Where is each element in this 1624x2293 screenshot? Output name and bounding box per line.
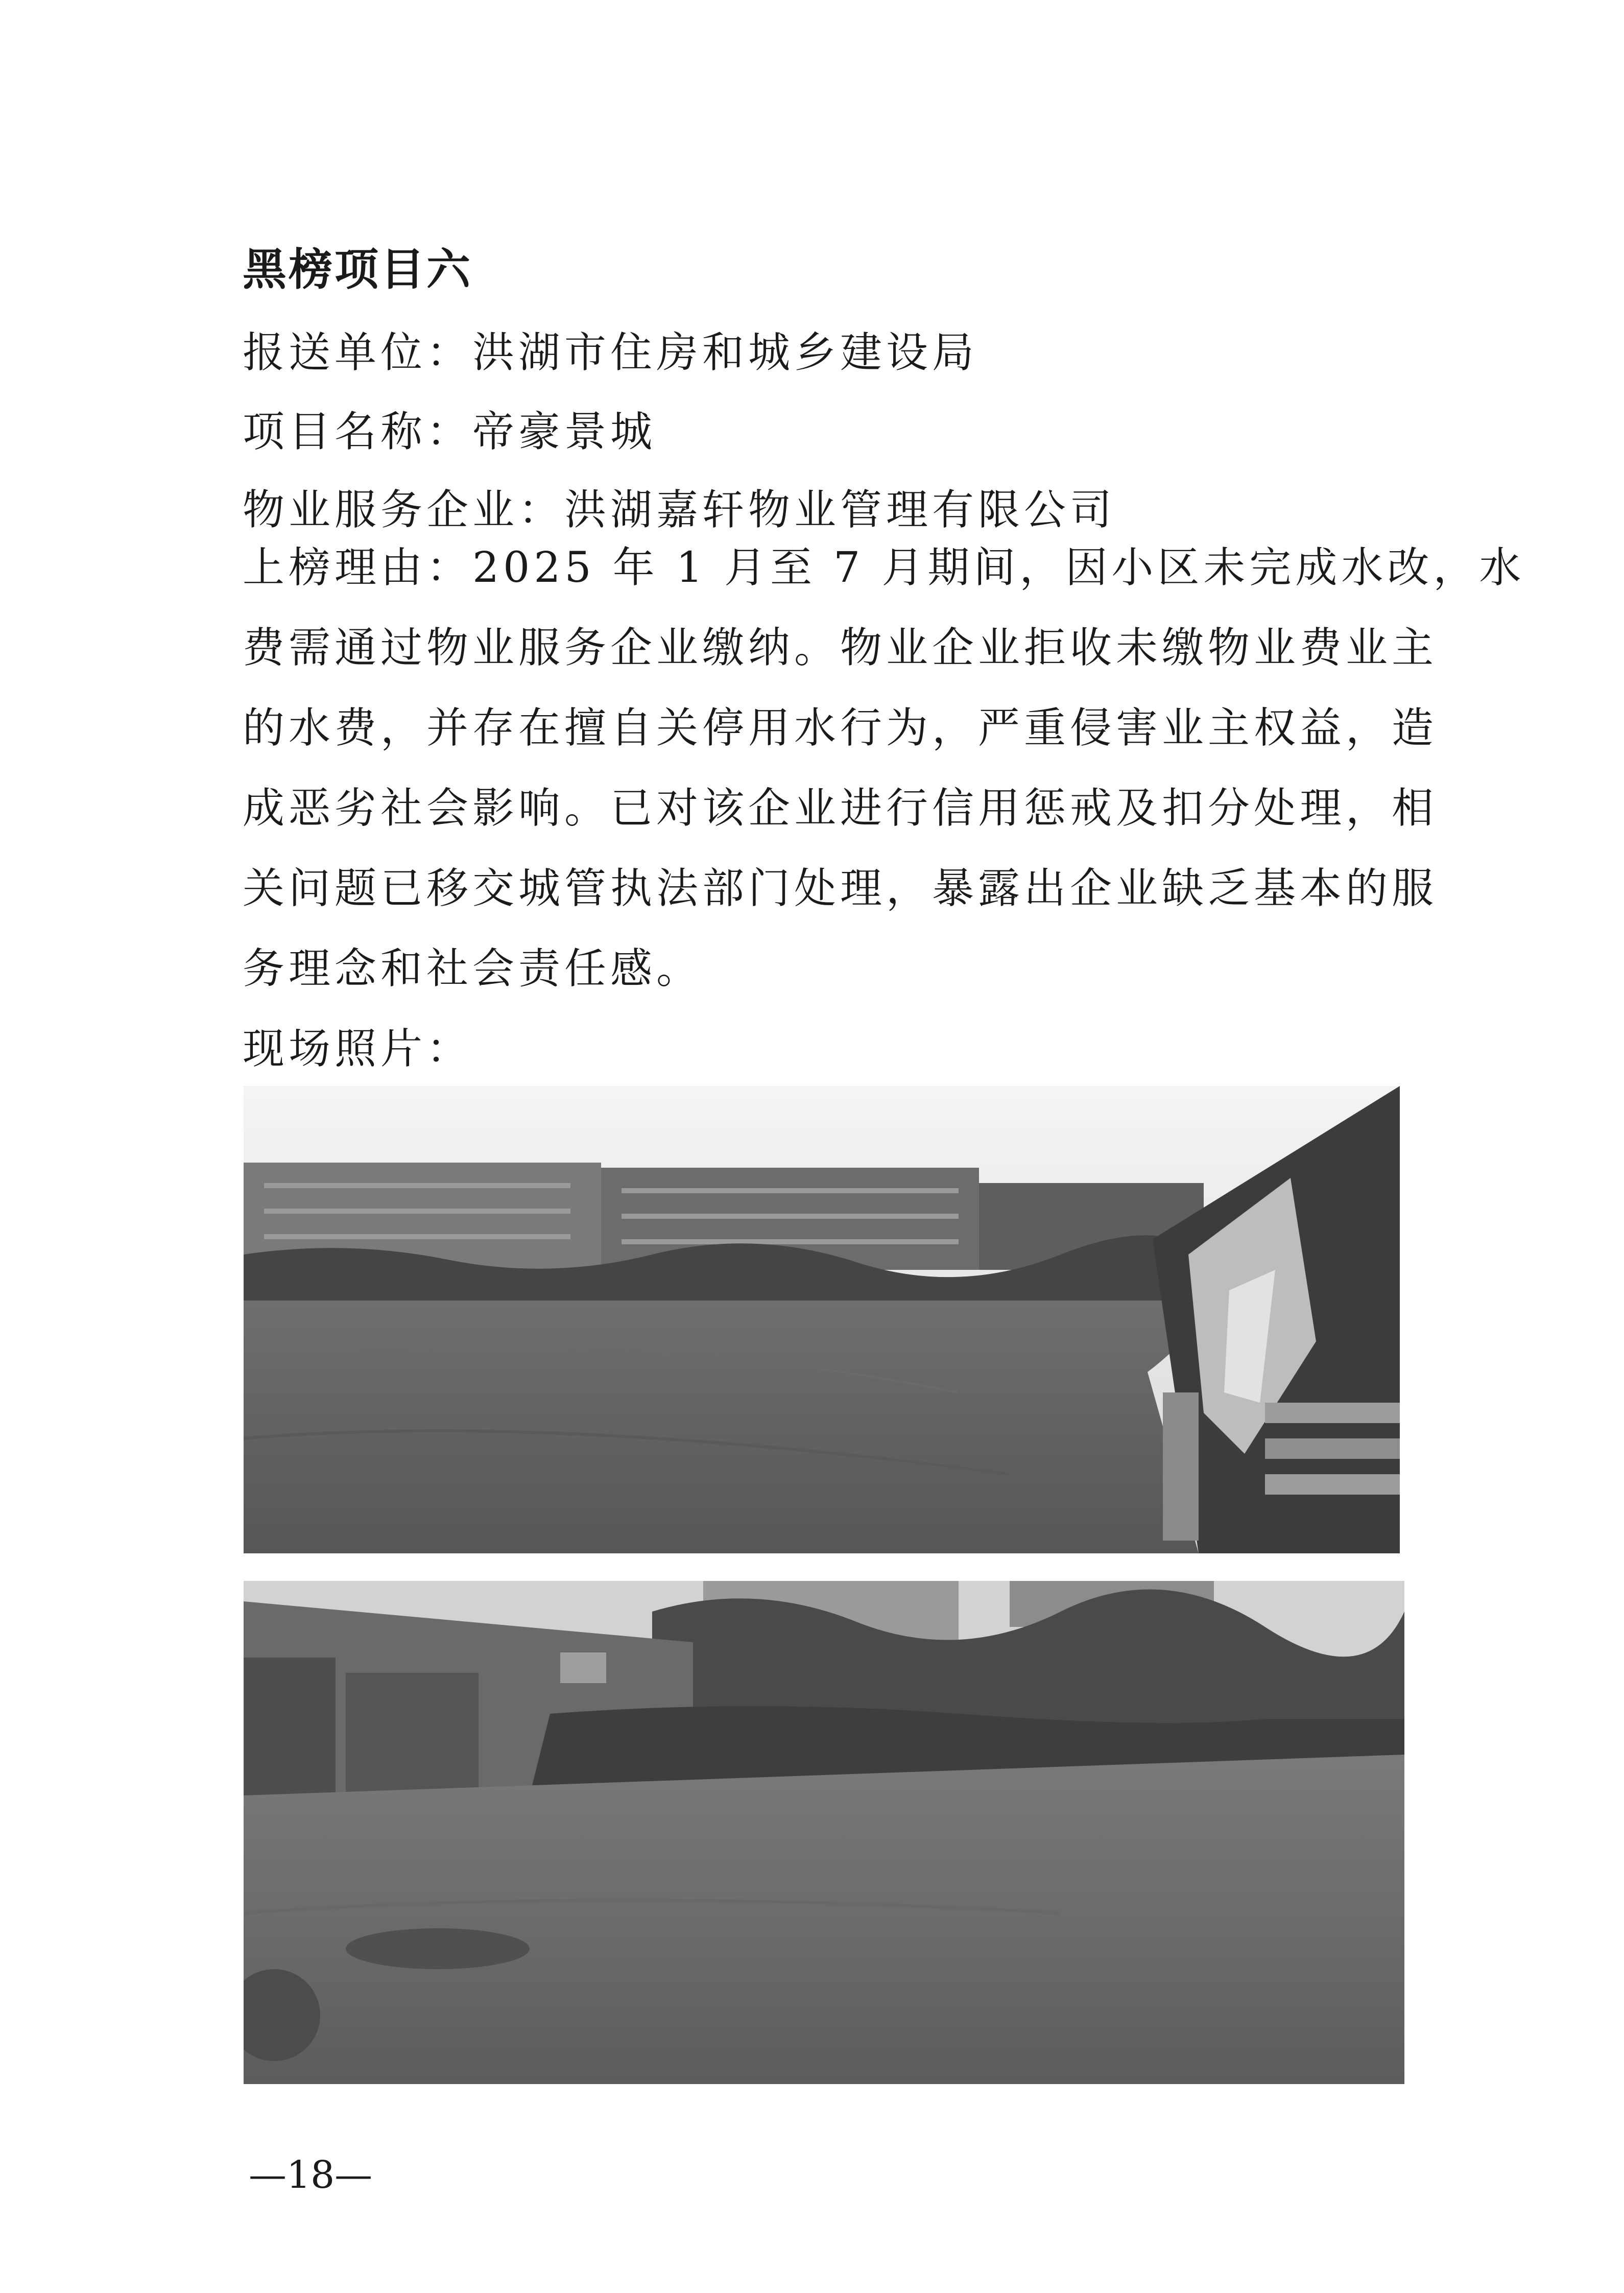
- page-number: —18—: [249, 2153, 373, 2197]
- field-label: 物业服务企业：: [243, 486, 565, 534]
- listing-reason: [243, 542, 1525, 1024]
- reason-line: 关问题已移交城管执法部门处理，暴露出企业缺乏基本的服: [243, 864, 1438, 913]
- reason-line: 上榜理由：2025 年 1 月至 7 月期间，因小区未完成水改，水: [243, 543, 1525, 592]
- reason-line: 务理念和社会责任感。: [243, 944, 703, 993]
- reason-line: 费需通过物业服务企业缴纳。物业企业拒收未缴物业费业主: [243, 624, 1438, 672]
- field-property-company: [243, 477, 1116, 536]
- field-value: 洪湖嘉轩物业管理有限公司: [564, 486, 1116, 534]
- site-photo-2: [244, 1581, 1404, 2084]
- field-project-name: [243, 398, 656, 458]
- site-photo-1: [244, 1086, 1400, 1553]
- site-photo-2-image: [244, 1581, 1404, 2084]
- field-label: 项目名称：: [243, 408, 473, 456]
- field-value: 洪湖市住房和城乡建设局: [472, 328, 978, 377]
- field-reporting-unit: [243, 319, 978, 379]
- field-value: 帝豪景城: [472, 408, 657, 456]
- reason-line: 的水费，并存在擅自关停用水行为，严重侵害业主权益，造: [243, 704, 1438, 752]
- photos-label: 现场照片：: [243, 1025, 473, 1073]
- site-photo-1-image: [244, 1086, 1400, 1553]
- reason-line: 成恶劣社会影响。已对该企业进行信用惩戒及扣分处理，相: [243, 784, 1438, 833]
- section-title: 黑榜项目六: [243, 244, 472, 295]
- field-label: 报送单位：: [243, 328, 473, 377]
